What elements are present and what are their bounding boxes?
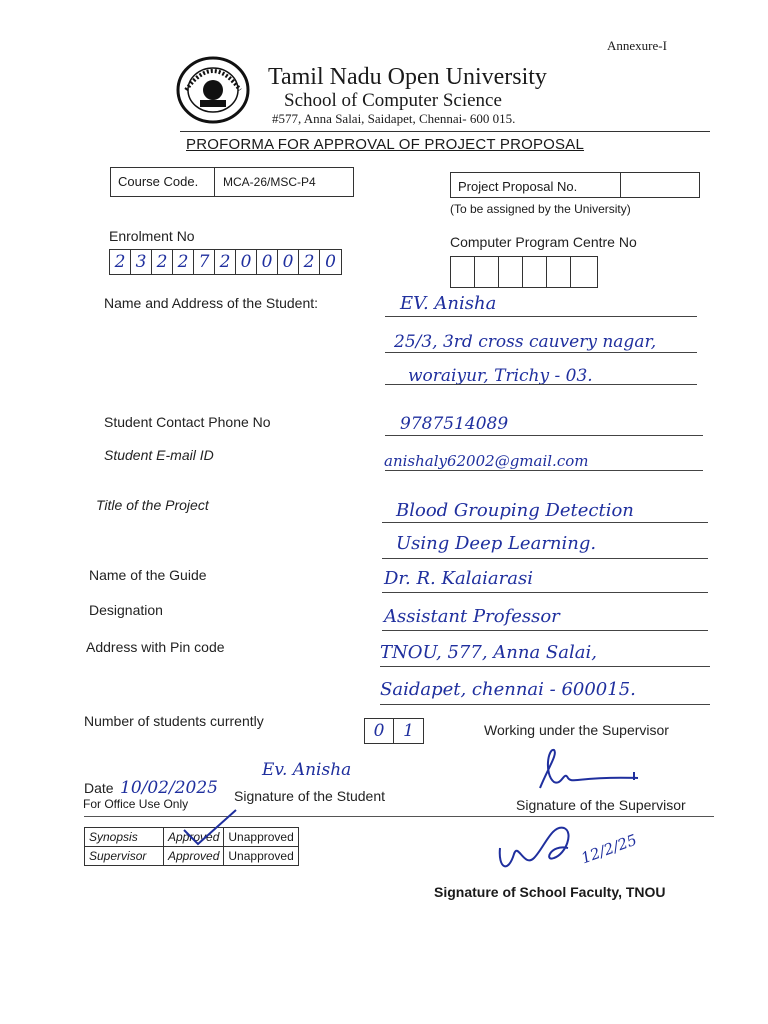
form-title: PROFORMA FOR APPROVAL OF PROJECT PROPOSAL [186, 136, 585, 153]
supervisor-signature-label: Signature of the Supervisor [516, 797, 686, 813]
office-approved-cell[interactable]: Approved [164, 847, 224, 866]
enrolment-digit: 3 [131, 250, 152, 274]
course-code-value: MCA-26/MSC-P4 [223, 175, 316, 189]
office-row-label: Supervisor [85, 847, 164, 866]
student-signature-label: Signature of the Student [234, 788, 385, 804]
project-title-line1-rule [382, 522, 708, 523]
student-email-value: anishaly62002@gmail.com [384, 452, 589, 470]
office-unapproved-cell[interactable]: Unapproved [224, 828, 298, 847]
supervisor-working-label: Working under the Supervisor [484, 722, 669, 738]
university-address: #577, Anna Salai, Saidapet, Chennai- 600 015. [272, 111, 516, 126]
table-row [85, 847, 299, 866]
cpc-digit-box[interactable] [499, 257, 523, 287]
project-proposal-divider [620, 173, 621, 197]
enrolment-digit: 0 [278, 250, 299, 274]
header-divider [180, 131, 710, 132]
enrolment-digit: 2 [152, 250, 173, 274]
faculty-signature-label: Signature of School Faculty, TNOU [434, 884, 666, 900]
students-count-digit: 1 [403, 721, 414, 741]
project-title-line2-rule [382, 558, 708, 559]
enrolment-digit: 2 [110, 250, 131, 274]
course-code-divider [214, 168, 215, 196]
enrolment-digit: 2 [173, 250, 194, 274]
annexure-label: Annexure-I [607, 38, 667, 53]
enrolment-digit: 0 [325, 252, 336, 272]
enrolment-label: Enrolment No [109, 228, 195, 244]
student-name-label: Name and Address of the Student: [104, 295, 319, 311]
project-proposal-box [450, 172, 700, 198]
enrolment-digit: 0 [236, 250, 257, 274]
school-name: School of Computer Science [284, 90, 502, 111]
student-name-line [385, 316, 697, 317]
guide-name-line [382, 592, 708, 593]
enrolment-digit: 2 [299, 250, 320, 274]
guide-address-label: Address with Pin code [86, 639, 225, 655]
guide-address-line2-rule [380, 704, 710, 705]
student-address-line1: 25/3, 3rd cross cauvery nagar, [394, 332, 657, 352]
student-email-label: Student E-mail ID [104, 447, 214, 463]
office-unapproved-cell[interactable]: Unapproved [224, 847, 298, 866]
project-title-line1: Blood Grouping Detection [396, 500, 634, 521]
supervisor-signature-icon [534, 748, 644, 796]
student-address-line1-rule [385, 352, 697, 353]
project-title-label: Title of the Project [96, 497, 209, 513]
office-use-label: For Office Use Only [83, 797, 189, 811]
guide-address-line1-rule [380, 666, 710, 667]
project-title-line2: Using Deep Learning. [396, 533, 597, 554]
office-divider [84, 816, 714, 817]
date-value: 10/02/2025 [120, 778, 218, 798]
university-name: Tamil Nadu Open University [268, 64, 547, 90]
cpc-label: Computer Program Centre No [450, 234, 637, 250]
cpc-digit-box[interactable] [547, 257, 571, 287]
faculty-signature-icon [490, 818, 600, 876]
guide-designation-label: Designation [89, 602, 163, 618]
cpc-number-boxes [450, 256, 598, 288]
student-phone-label: Student Contact Phone No [104, 414, 271, 430]
student-signature: Ev. Anisha [262, 760, 352, 780]
project-proposal-label: Project Proposal No. [458, 179, 578, 194]
enrolment-number-boxes [109, 249, 342, 275]
students-count-digit: 0 [365, 719, 394, 743]
faculty-signature-date: 12/2/25 [578, 830, 640, 868]
guide-address-line2: Saidapet, chennai - 600015. [380, 679, 636, 700]
office-row-label: Synopsis [85, 828, 164, 847]
student-address-line2-rule [385, 384, 697, 385]
student-phone-value: 9787514089 [400, 414, 509, 434]
approval-tick-icon [180, 808, 240, 848]
guide-designation-value: Assistant Professor [384, 606, 560, 627]
guide-name-label: Name of the Guide [89, 567, 207, 583]
guide-name-value: Dr. R. Kalaiarasi [384, 568, 533, 589]
cpc-digit-box[interactable] [475, 257, 499, 287]
enrolment-digit: 0 [257, 250, 278, 274]
cpc-digit-box[interactable] [451, 257, 475, 287]
cpc-digit-box[interactable] [571, 257, 595, 287]
students-count-label: Number of students currently [84, 713, 264, 729]
cpc-digit-box[interactable] [523, 257, 547, 287]
student-phone-line [385, 435, 703, 436]
course-code-box [110, 167, 354, 197]
guide-designation-line [382, 630, 708, 631]
course-code-label: Course Code. [118, 174, 199, 189]
student-address-line2: woraiyur, Trichy - 03. [408, 366, 593, 386]
student-name-value: EV. Anisha [400, 293, 497, 314]
guide-address-line1: TNOU, 577, Anna Salai, [380, 642, 597, 663]
office-approved-cell[interactable]: Approved [164, 828, 224, 847]
students-count-boxes [364, 718, 424, 744]
student-email-line [385, 470, 703, 471]
project-proposal-note: (To be assigned by the University) [450, 202, 631, 216]
university-seal-icon [176, 56, 250, 124]
enrolment-digit: 2 [215, 250, 236, 274]
enrolment-digit: 7 [194, 250, 215, 274]
date-label: Date [84, 780, 114, 796]
